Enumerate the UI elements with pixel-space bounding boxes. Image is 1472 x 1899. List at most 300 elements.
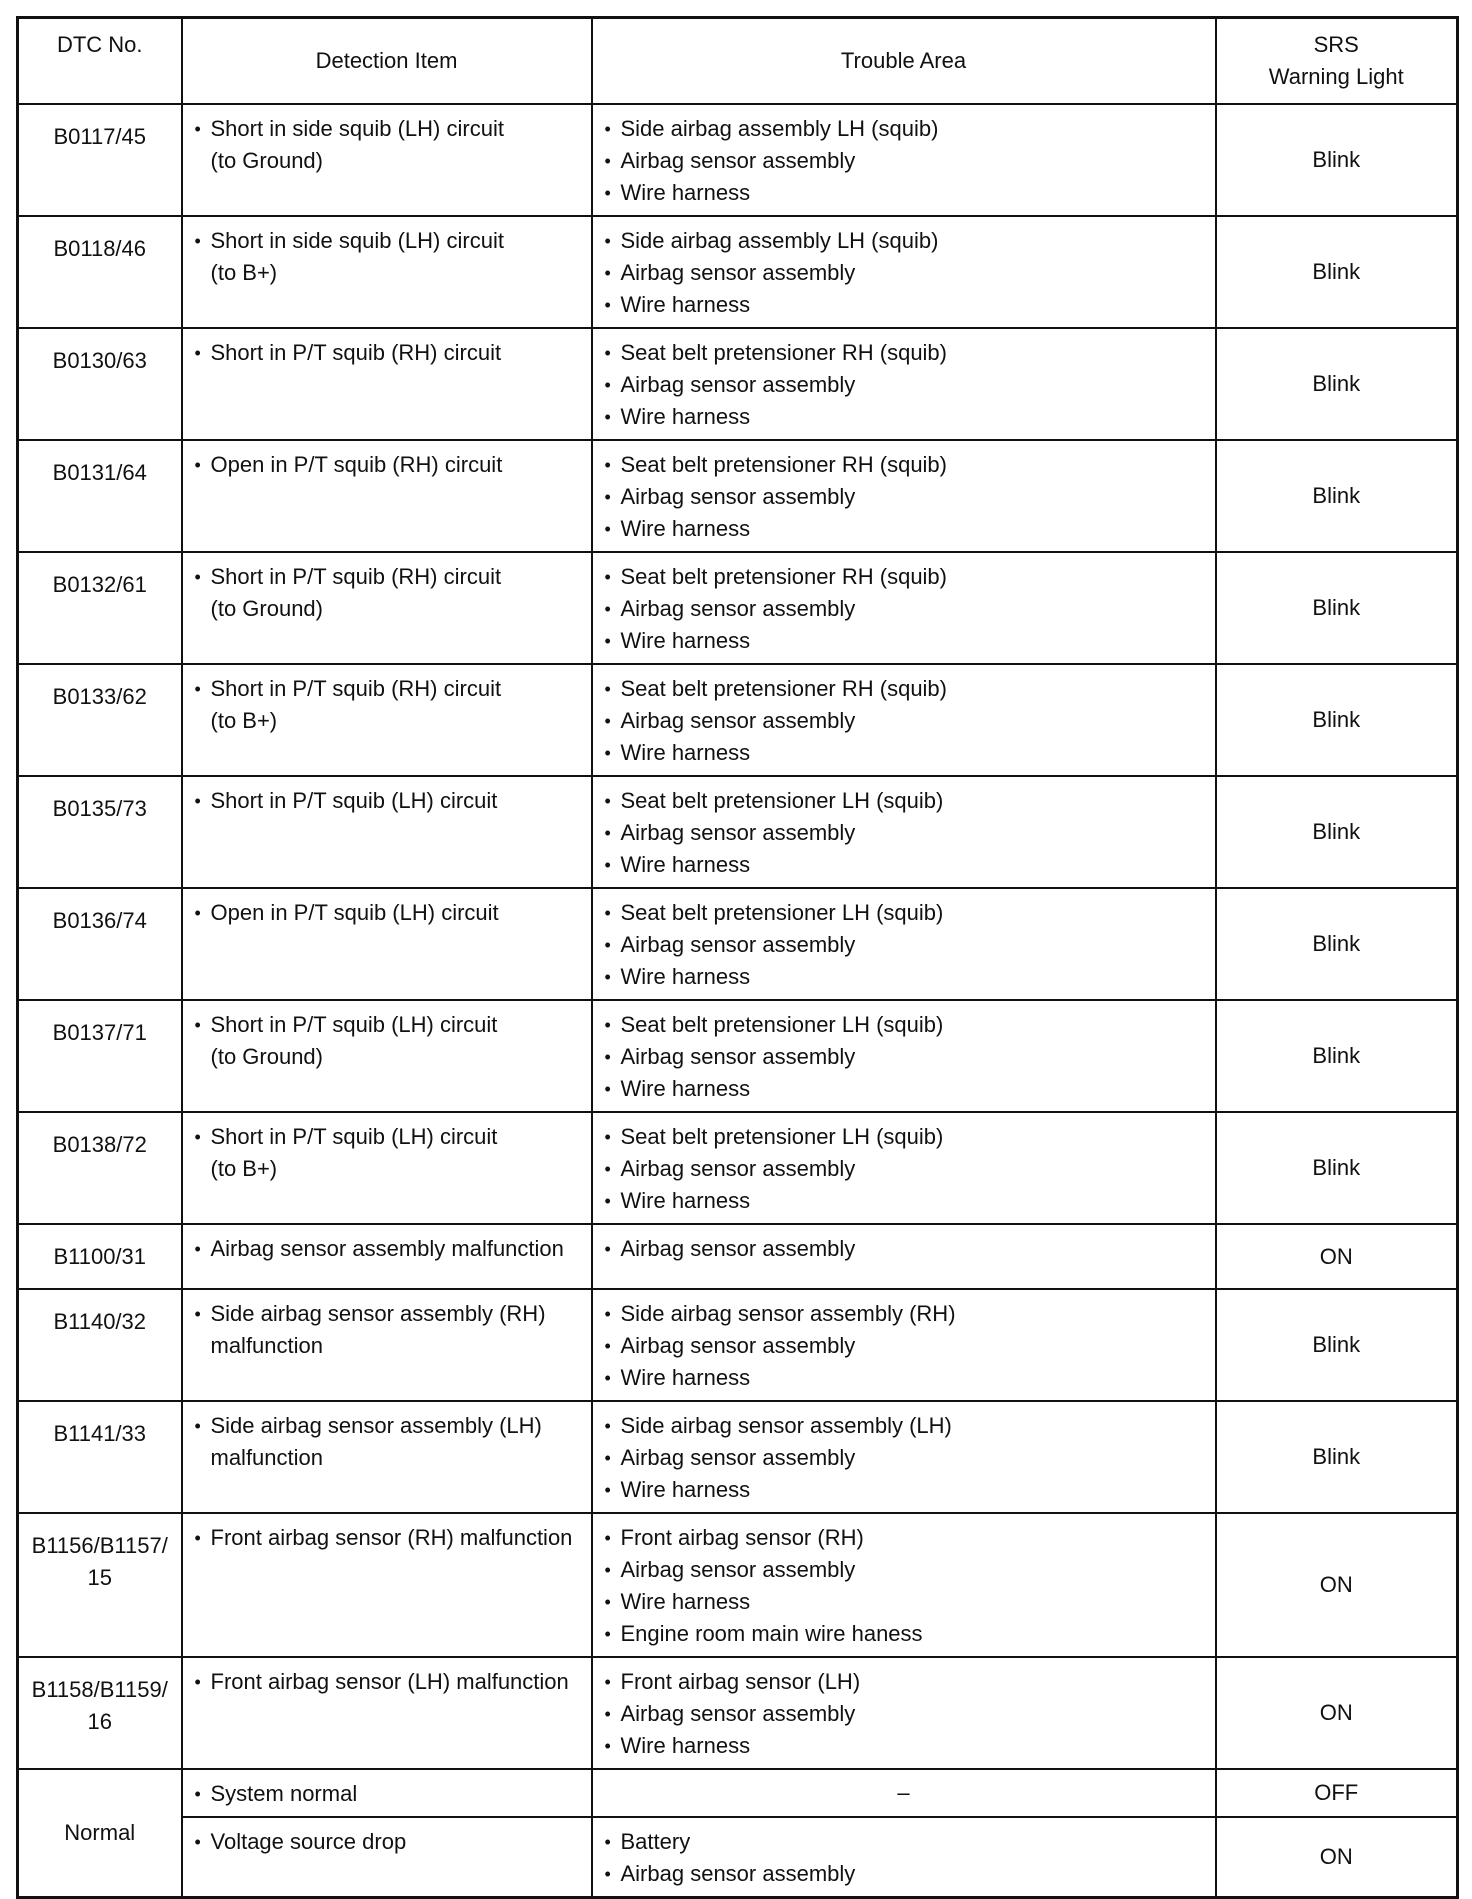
dtc-code: B0131/64	[52, 460, 147, 485]
warning-light-cell: Blink	[1216, 664, 1458, 776]
bullet-icon: •	[604, 263, 611, 283]
bullet-icon: •	[604, 1528, 611, 1548]
bullet-icon: •	[604, 1079, 611, 1099]
trouble-area-item	[605, 625, 1205, 657]
dtc-cell	[18, 1289, 182, 1401]
trouble-area-item-text: Seat belt pretensioner RH (squib)	[620, 340, 947, 365]
bullet-icon: •	[604, 1704, 611, 1724]
detection-item-lines	[211, 1009, 498, 1073]
detection-item-cell	[182, 104, 592, 216]
bullet-icon: •	[604, 1416, 611, 1436]
trouble-area-item-text: Airbag sensor assembly	[620, 484, 856, 509]
trouble-area-item-text: Seat belt pretensioner LH (squib)	[620, 788, 944, 813]
header-warning-light-line1: SRS	[1313, 32, 1359, 57]
warning-light-cell: ON	[1216, 1817, 1458, 1898]
bullet-icon: •	[194, 567, 201, 587]
trouble-area-cell	[592, 1401, 1216, 1513]
trouble-area-item	[605, 1233, 1205, 1265]
bullet-icon: •	[604, 455, 611, 475]
trouble-area-item-text: Seat belt pretensioner LH (squib)	[620, 1012, 944, 1037]
bullet-icon: •	[194, 1528, 201, 1548]
detection-item-line2: (to Ground)	[210, 148, 323, 173]
trouble-area-item	[605, 1826, 1205, 1858]
trouble-area-item-text: Wire harness	[620, 180, 751, 205]
trouble-area-item-text: Airbag sensor assembly	[620, 932, 856, 957]
trouble-area-item-text: Airbag sensor assembly	[620, 260, 856, 285]
detection-item-text: System normal	[210, 1781, 358, 1806]
dtc-cell	[18, 1513, 182, 1657]
trouble-area-item-text: Wire harness	[620, 516, 751, 541]
detection-item	[195, 1666, 581, 1698]
detection-item-text: Side airbag sensor assembly (LH)	[210, 1413, 542, 1438]
trouble-area-item	[605, 1730, 1205, 1762]
table-row	[18, 888, 1458, 1000]
trouble-area-cell	[592, 664, 1216, 776]
detection-item	[195, 1233, 581, 1265]
trouble-area-item	[605, 817, 1205, 849]
dtc-code: B0118/46	[53, 236, 147, 261]
dtc-cell	[18, 1401, 182, 1513]
bullet-icon: •	[194, 1416, 201, 1436]
trouble-area-cell	[592, 328, 1216, 440]
trouble-area-item-text: Airbag sensor assembly	[620, 708, 856, 733]
warning-light-cell: Blink	[1216, 216, 1458, 328]
detection-item-cell	[182, 1224, 592, 1289]
detection-item-text: Front airbag sensor (LH) malfunction	[210, 1669, 569, 1694]
warning-light-cell: Blink	[1216, 1000, 1458, 1112]
trouble-area-item	[605, 401, 1205, 433]
warning-light-cell: Blink	[1216, 552, 1458, 664]
warning-light-cell: ON	[1216, 1513, 1458, 1657]
detection-item-text: Short in P/T squib (LH) circuit	[210, 1124, 498, 1149]
header-dtc: DTC No.	[18, 18, 182, 105]
trouble-area-item	[605, 1858, 1205, 1890]
bullet-icon: •	[604, 407, 611, 427]
trouble-area-item-text: Seat belt pretensioner LH (squib)	[620, 1124, 944, 1149]
detection-item	[195, 1410, 581, 1474]
table-row	[18, 1224, 1458, 1289]
trouble-area-item-text: Side airbag sensor assembly (RH)	[620, 1301, 956, 1326]
table-row	[18, 440, 1458, 552]
trouble-area-cell	[592, 1289, 1216, 1401]
bullet-icon: •	[604, 1368, 611, 1388]
bullet-icon: •	[194, 1832, 201, 1852]
bullet-icon: •	[604, 1191, 611, 1211]
trouble-area-item	[605, 1666, 1205, 1698]
table-row	[18, 216, 1458, 328]
header-warning-light	[1216, 18, 1458, 105]
trouble-area-cell	[592, 1000, 1216, 1112]
warning-light-cell: Blink	[1216, 1289, 1458, 1401]
detection-item-text: Airbag sensor assembly malfunction	[210, 1236, 564, 1261]
detection-item-lines	[211, 113, 504, 177]
trouble-area-item-text: Wire harness	[620, 628, 751, 653]
header-trouble-area: Trouble Area	[592, 18, 1216, 105]
detection-item-text: Short in P/T squib (RH) circuit	[210, 340, 502, 365]
warning-light-cell: Blink	[1216, 440, 1458, 552]
trouble-area-item-text: Airbag sensor assembly	[620, 596, 856, 621]
dtc-cell	[18, 1224, 182, 1289]
trouble-area-cell	[592, 216, 1216, 328]
trouble-area-item-text: Side airbag sensor assembly (LH)	[620, 1413, 952, 1438]
detection-item-cell	[182, 1769, 592, 1817]
bullet-icon: •	[194, 1304, 201, 1324]
bullet-icon: •	[604, 1304, 611, 1324]
detection-item	[195, 1298, 581, 1362]
table-row	[18, 776, 1458, 888]
trouble-area-item-text: Wire harness	[620, 404, 751, 429]
dtc-cell	[18, 552, 182, 664]
dtc-table	[16, 16, 1459, 1899]
bullet-icon: •	[194, 455, 201, 475]
detection-item-text: Short in side squib (LH) circuit	[210, 228, 504, 253]
detection-item	[195, 785, 581, 817]
detection-item	[195, 673, 581, 737]
detection-item-cell	[182, 216, 592, 328]
bullet-icon: •	[604, 1159, 611, 1179]
detection-item-line2: malfunction	[210, 1445, 324, 1470]
warning-light-cell: OFF	[1216, 1769, 1458, 1817]
dtc-code: B1158/B1159/	[31, 1677, 168, 1702]
bullet-icon: •	[604, 519, 611, 539]
bullet-icon: •	[194, 1127, 201, 1147]
dtc-code: B0133/62	[52, 684, 147, 709]
bullet-icon: •	[604, 1672, 611, 1692]
bullet-icon: •	[194, 791, 201, 811]
detection-item-text: Voltage source drop	[210, 1829, 407, 1854]
bullet-icon: •	[604, 743, 611, 763]
dtc-code: B0117/45	[53, 124, 147, 149]
bullet-icon: •	[604, 1560, 611, 1580]
trouble-area-item	[605, 785, 1205, 817]
trouble-area-item	[605, 1522, 1205, 1554]
bullet-icon: •	[194, 119, 201, 139]
detection-item-cell	[182, 1513, 592, 1657]
trouble-area-item-text: Wire harness	[620, 1589, 751, 1614]
trouble-area-item-text: Airbag sensor assembly	[620, 148, 856, 173]
detection-item	[195, 1121, 581, 1185]
trouble-area-item-text: Wire harness	[620, 1365, 751, 1390]
trouble-area-item	[605, 1586, 1205, 1618]
dtc-cell	[18, 104, 182, 216]
trouble-area-item-text: Seat belt pretensioner LH (squib)	[620, 900, 944, 925]
table-row	[18, 552, 1458, 664]
dtc-cell	[18, 1657, 182, 1769]
dtc-code: B1100/31	[53, 1244, 147, 1269]
detection-item-cell	[182, 1657, 592, 1769]
trouble-area-cell	[592, 888, 1216, 1000]
trouble-area-item-text: Seat belt pretensioner RH (squib)	[620, 676, 947, 701]
bullet-icon: •	[604, 1592, 611, 1612]
trouble-area-item	[605, 1330, 1205, 1362]
bullet-icon: •	[604, 631, 611, 651]
trouble-area-item-text: Wire harness	[620, 964, 751, 989]
bullet-icon: •	[194, 1015, 201, 1035]
trouble-area-item	[605, 289, 1205, 321]
trouble-area-item	[605, 177, 1205, 209]
trouble-area-item-text: Airbag sensor assembly	[620, 1861, 856, 1886]
warning-light-cell: Blink	[1216, 888, 1458, 1000]
dtc-code-line2: 16	[87, 1709, 112, 1734]
bullet-icon: •	[604, 151, 611, 171]
dtc-code-line2: 15	[87, 1565, 112, 1590]
table-row	[18, 1513, 1458, 1657]
detection-item-line2: (to B+)	[210, 1156, 278, 1181]
bullet-icon: •	[604, 711, 611, 731]
detection-item-cell	[182, 440, 592, 552]
trouble-area-item	[605, 1121, 1205, 1153]
trouble-area-item	[605, 929, 1205, 961]
detection-item-cell	[182, 1401, 592, 1513]
detection-item-text: Side airbag sensor assembly (RH)	[210, 1301, 546, 1326]
detection-item-line2: malfunction	[210, 1333, 324, 1358]
dtc-cell	[18, 888, 182, 1000]
detection-item	[195, 1522, 581, 1554]
detection-item-lines	[211, 225, 504, 289]
detection-item-line2: (to B+)	[210, 708, 278, 733]
detection-item-text: Short in P/T squib (LH) circuit	[210, 788, 498, 813]
trouble-area-cell	[592, 440, 1216, 552]
header-row	[18, 18, 1458, 105]
detection-item	[195, 1009, 581, 1073]
bullet-icon: •	[194, 343, 201, 363]
bullet-icon: •	[604, 679, 611, 699]
trouble-area-item-text: Airbag sensor assembly	[620, 1333, 856, 1358]
detection-item	[195, 337, 581, 369]
bullet-icon: •	[604, 935, 611, 955]
table-row	[18, 1112, 1458, 1224]
trouble-area-item-text: Front airbag sensor (LH)	[620, 1669, 861, 1694]
trouble-area-item	[605, 737, 1205, 769]
trouble-area-item	[605, 1618, 1205, 1650]
trouble-area-item	[605, 513, 1205, 545]
dtc-code: B1140/32	[53, 1309, 147, 1334]
trouble-area-cell	[592, 552, 1216, 664]
detection-item-text: Open in P/T squib (LH) circuit	[210, 900, 499, 925]
trouble-area-item	[605, 961, 1205, 993]
dtc-code: B0135/73	[52, 796, 147, 821]
trouble-area-item	[605, 561, 1205, 593]
dtc-code: B1156/B1157/	[31, 1533, 168, 1558]
trouble-area-item	[605, 673, 1205, 705]
warning-light-cell: ON	[1216, 1224, 1458, 1289]
detection-item	[195, 113, 581, 177]
trouble-area-item-text: Side airbag assembly LH (squib)	[620, 116, 939, 141]
warning-light-cell: Blink	[1216, 776, 1458, 888]
detection-item-lines	[211, 1410, 542, 1474]
trouble-area-item-text: Airbag sensor assembly	[620, 820, 856, 845]
trouble-area-item-text: Seat belt pretensioner RH (squib)	[620, 452, 947, 477]
trouble-area-item	[605, 225, 1205, 257]
detection-item-text: Short in P/T squib (RH) circuit	[210, 564, 502, 589]
trouble-area-item	[605, 1554, 1205, 1586]
bullet-icon: •	[604, 487, 611, 507]
dtc-cell	[18, 328, 182, 440]
bullet-icon: •	[604, 823, 611, 843]
table-row	[18, 1289, 1458, 1401]
bullet-icon: •	[604, 567, 611, 587]
dtc-cell	[18, 776, 182, 888]
trouble-area-item	[605, 1410, 1205, 1442]
trouble-area-item-text: Wire harness	[620, 292, 751, 317]
bullet-icon: •	[604, 1448, 611, 1468]
bullet-icon: •	[604, 599, 611, 619]
detection-item-text: Front airbag sensor (RH) malfunction	[210, 1525, 573, 1550]
detection-item-text: Short in P/T squib (RH) circuit	[210, 676, 502, 701]
table-row-normal	[18, 1769, 1458, 1817]
trouble-area-item	[605, 113, 1205, 145]
bullet-icon: •	[604, 1127, 611, 1147]
detection-item-line2: (to Ground)	[210, 1044, 323, 1069]
trouble-area-cell	[592, 1224, 1216, 1289]
trouble-area-cell	[592, 776, 1216, 888]
bullet-icon: •	[604, 855, 611, 875]
detection-item	[195, 897, 581, 929]
dtc-code: B0138/72	[52, 1132, 147, 1157]
header-warning-light-line2: Warning Light	[1268, 64, 1404, 89]
trouble-area-item	[605, 1698, 1205, 1730]
trouble-area-item-text: Wire harness	[620, 1477, 751, 1502]
bullet-icon: •	[604, 1832, 611, 1852]
bullet-icon: •	[604, 183, 611, 203]
trouble-area-cell	[592, 1657, 1216, 1769]
dtc-code: B0136/74	[52, 908, 147, 933]
bullet-icon: •	[194, 231, 201, 251]
trouble-area-cell	[592, 1112, 1216, 1224]
trouble-area-item-text: Engine room main wire haness	[620, 1621, 923, 1646]
trouble-area-item-text: Wire harness	[620, 1733, 751, 1758]
table-row	[18, 328, 1458, 440]
trouble-area-item	[605, 1073, 1205, 1105]
table-row	[18, 1657, 1458, 1769]
detection-item-cell	[182, 1000, 592, 1112]
table-row	[18, 104, 1458, 216]
detection-item-cell	[182, 328, 592, 440]
detection-item-lines	[211, 561, 502, 625]
detection-item	[195, 561, 581, 625]
trouble-area-item	[605, 1153, 1205, 1185]
detection-item-lines	[211, 673, 502, 737]
detection-item-cell	[182, 776, 592, 888]
warning-light-cell: Blink	[1216, 1112, 1458, 1224]
bullet-icon: •	[604, 903, 611, 923]
detection-item-text: Short in P/T squib (LH) circuit	[210, 1012, 498, 1037]
trouble-area-item-text: Airbag sensor assembly	[620, 1236, 856, 1261]
trouble-area-item	[605, 705, 1205, 737]
bullet-icon: •	[194, 1672, 201, 1692]
detection-item-text: Short in side squib (LH) circuit	[210, 116, 504, 141]
detection-item	[195, 225, 581, 289]
dtc-cell-normal: Normal	[18, 1769, 182, 1898]
detection-item	[195, 449, 581, 481]
trouble-area-item	[605, 1362, 1205, 1394]
dtc-code: B0132/61	[52, 572, 147, 597]
detection-item-text: Open in P/T squib (RH) circuit	[210, 452, 503, 477]
trouble-area-item-text: Wire harness	[620, 1076, 751, 1101]
trouble-area-item	[605, 897, 1205, 929]
dtc-code: B1141/33	[53, 1421, 147, 1446]
bullet-icon: •	[604, 375, 611, 395]
trouble-area-item	[605, 1185, 1205, 1217]
bullet-icon: •	[604, 119, 611, 139]
trouble-area-item	[605, 1298, 1205, 1330]
detection-item	[195, 1778, 581, 1810]
trouble-area-item-text: Airbag sensor assembly	[620, 1701, 856, 1726]
trouble-area-item-text: Side airbag assembly LH (squib)	[620, 228, 939, 253]
trouble-area-item	[605, 257, 1205, 289]
detection-item-line2: (to Ground)	[210, 596, 323, 621]
detection-item-cell	[182, 1289, 592, 1401]
trouble-area-item-text: Wire harness	[620, 1188, 751, 1213]
table-row	[18, 1401, 1458, 1513]
bullet-icon: •	[194, 1784, 201, 1804]
trouble-area-item-text: Airbag sensor assembly	[620, 372, 856, 397]
bullet-icon: •	[194, 679, 201, 699]
trouble-area-none: –	[592, 1769, 1216, 1817]
trouble-area-item	[605, 1041, 1205, 1073]
trouble-area-cell	[592, 1817, 1216, 1898]
dtc-cell	[18, 1112, 182, 1224]
trouble-area-item	[605, 1009, 1205, 1041]
detection-item-cell	[182, 888, 592, 1000]
table-body	[18, 104, 1458, 1898]
detection-item-lines	[211, 1298, 546, 1362]
detection-item-line2: (to B+)	[210, 260, 278, 285]
bullet-icon: •	[604, 1736, 611, 1756]
bullet-icon: •	[604, 1624, 611, 1644]
detection-item	[195, 1826, 581, 1858]
trouble-area-item-text: Airbag sensor assembly	[620, 1156, 856, 1181]
trouble-area-item-text: Airbag sensor assembly	[620, 1445, 856, 1470]
detection-item-lines	[211, 1121, 498, 1185]
trouble-area-item-text: Battery	[620, 1829, 691, 1854]
trouble-area-item-text: Airbag sensor assembly	[620, 1557, 856, 1582]
warning-light-cell: Blink	[1216, 328, 1458, 440]
bullet-icon: •	[604, 1015, 611, 1035]
trouble-area-item	[605, 1442, 1205, 1474]
bullet-icon: •	[604, 967, 611, 987]
warning-light-cell: Blink	[1216, 1401, 1458, 1513]
table-row	[18, 1000, 1458, 1112]
bullet-icon: •	[604, 295, 611, 315]
dtc-cell	[18, 216, 182, 328]
bullet-icon: •	[604, 791, 611, 811]
trouble-area-item	[605, 449, 1205, 481]
bullet-icon: •	[604, 1864, 611, 1884]
trouble-area-cell	[592, 104, 1216, 216]
trouble-area-item	[605, 481, 1205, 513]
dtc-cell	[18, 440, 182, 552]
trouble-area-item-text: Seat belt pretensioner RH (squib)	[620, 564, 947, 589]
detection-item-cell	[182, 664, 592, 776]
dtc-code: B0130/63	[52, 348, 147, 373]
bullet-icon: •	[194, 903, 201, 923]
trouble-area-cell	[592, 1513, 1216, 1657]
detection-item-cell	[182, 552, 592, 664]
dtc-cell	[18, 664, 182, 776]
trouble-area-item-text: Front airbag sensor (RH)	[620, 1525, 864, 1550]
trouble-area-item	[605, 849, 1205, 881]
bullet-icon: •	[604, 343, 611, 363]
warning-light-cell: ON	[1216, 1657, 1458, 1769]
bullet-icon: •	[194, 1239, 201, 1259]
dtc-code: B0137/71	[52, 1020, 147, 1045]
bullet-icon: •	[604, 1239, 611, 1259]
bullet-icon: •	[604, 1336, 611, 1356]
detection-item-cell	[182, 1817, 592, 1898]
table-row-normal	[18, 1817, 1458, 1898]
trouble-area-item	[605, 593, 1205, 625]
